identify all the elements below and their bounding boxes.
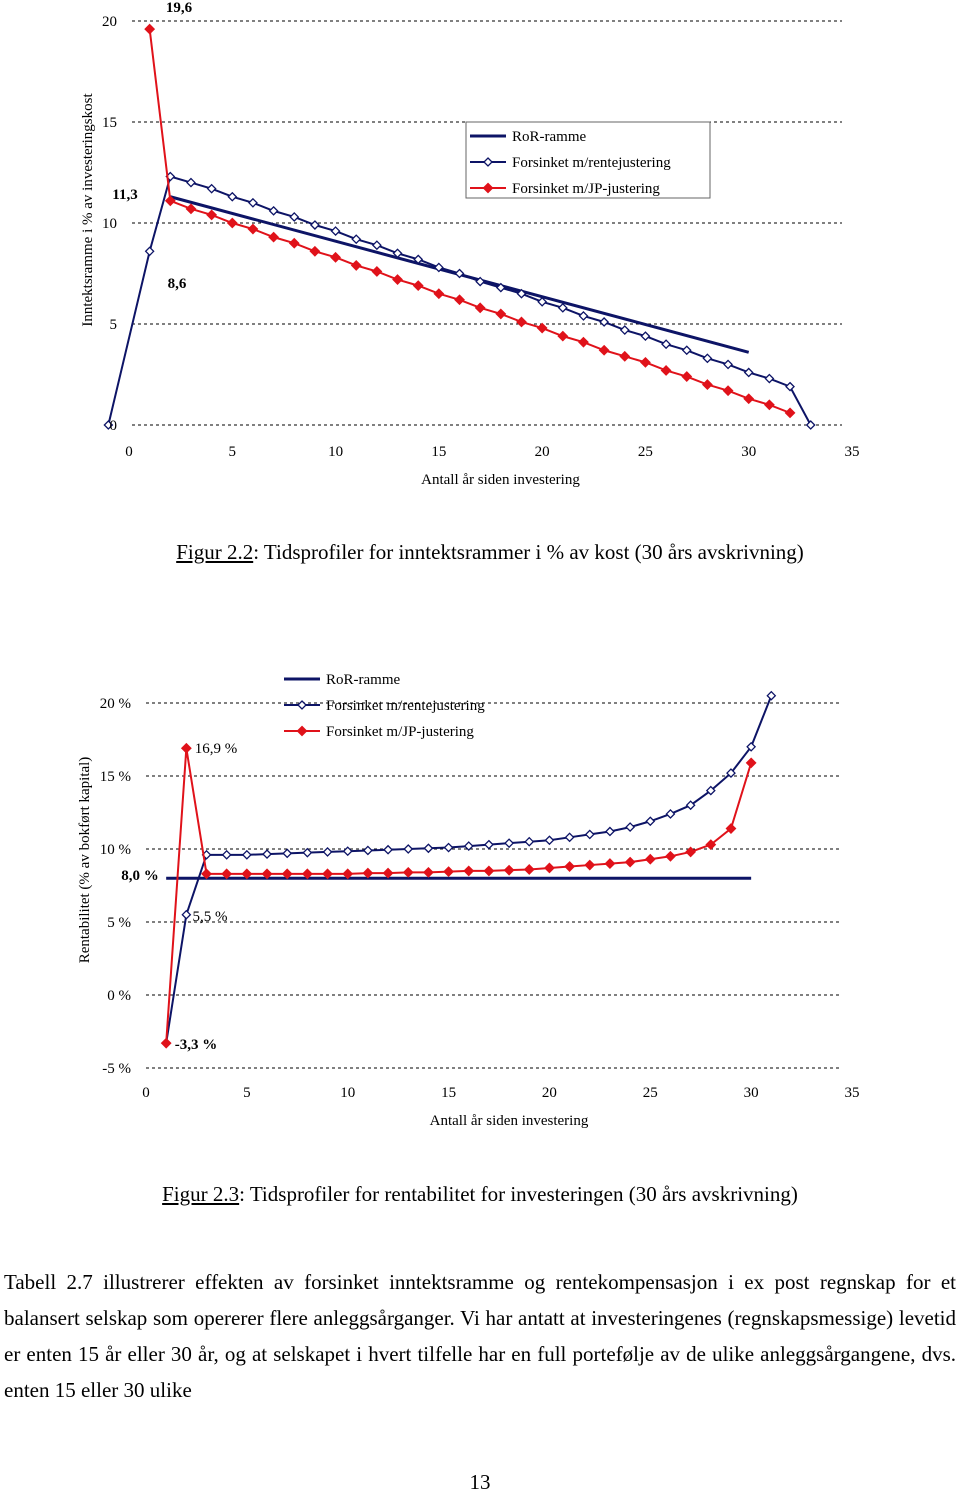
data-label: 16,9 % [194, 741, 238, 757]
data-point-marker [786, 408, 795, 417]
x-tick-label: 0 [125, 444, 133, 460]
data-point-marker [223, 851, 231, 859]
x-tick-label: 10 [340, 1085, 356, 1101]
y-tick-label: 20 [102, 14, 117, 30]
caption-text: : Tidsprofiler for rentabilitet for investeringen (30 års avskrivning) [239, 1182, 798, 1206]
data-point-marker [517, 317, 526, 326]
x-tick-label: 25 [642, 1085, 658, 1101]
data-point-marker [310, 247, 319, 256]
data-point-marker [269, 233, 278, 242]
data-point-marker [538, 324, 547, 333]
data-point-marker [626, 858, 635, 867]
data-point-marker [666, 810, 674, 818]
data-label: 11,3 [112, 187, 138, 203]
tick-and-data-labels [80, 0, 860, 488]
data-point-marker [186, 204, 195, 213]
data-point-marker [605, 859, 614, 868]
data-point-marker [606, 827, 614, 835]
y-tick-label: 10 [102, 216, 117, 232]
data-point-marker [445, 844, 453, 852]
x-tick-label: 15 [431, 444, 447, 460]
data-point-marker [146, 247, 154, 255]
data-point-marker [724, 386, 733, 395]
tick-and-data-labels [77, 696, 860, 1129]
data-point-marker [311, 221, 319, 229]
x-tick-label: 35 [844, 1085, 860, 1101]
data-point-marker [579, 338, 588, 347]
data-point-marker [464, 866, 473, 875]
data-point-marker [621, 326, 629, 334]
y-tick-label: 10 % [99, 842, 131, 858]
series-group [104, 25, 814, 429]
data-point-marker [525, 838, 533, 846]
legend-label: Forsinket m/rentejustering [512, 155, 671, 171]
x-axis-title: Antall år siden investering [429, 1113, 589, 1129]
data-point-marker [290, 213, 298, 221]
data-point-marker [455, 295, 464, 304]
y-tick-label: 15 % [99, 769, 131, 785]
data-label: 19,6 [165, 0, 193, 16]
caption-label: Figur 2.3 [162, 1182, 240, 1206]
data-point-marker [641, 358, 650, 367]
data-label: -3,3 % [174, 1037, 218, 1053]
data-point-marker [363, 869, 372, 878]
figure-caption-2-2 [10, 540, 960, 565]
data-point-marker [724, 360, 732, 368]
data-point-marker [505, 866, 514, 875]
data-point-marker [745, 368, 753, 376]
data-point-marker [404, 845, 412, 853]
data-point-marker [290, 239, 299, 248]
data-point-marker [263, 850, 271, 858]
data-point-marker [620, 352, 629, 361]
data-point-marker [424, 844, 432, 852]
caption-label: Figur 2.2 [176, 540, 254, 564]
data-point-marker [331, 253, 340, 262]
data-point-marker [703, 354, 711, 362]
y-tick-label: 15 [102, 115, 117, 131]
data-point-marker [765, 400, 774, 409]
data-point-marker [579, 312, 587, 320]
data-point-marker [373, 241, 381, 249]
data-point-marker [744, 394, 753, 403]
data-point-marker [228, 219, 237, 228]
data-point-marker [484, 866, 493, 875]
data-point-marker [682, 372, 691, 381]
x-tick-label: 5 [243, 1085, 251, 1101]
legend-label: Forsinket m/rentejustering [326, 698, 485, 714]
x-tick-label: 10 [328, 444, 344, 460]
data-label: 8,6 [167, 276, 187, 292]
chart-income-profile [0, 0, 960, 500]
x-tick-label: 20 [534, 444, 550, 460]
x-tick-label: 30 [741, 444, 757, 460]
data-point-marker [646, 817, 654, 825]
data-point-marker [666, 852, 675, 861]
y-axis-title: Rentabilitet (% av bokført kapital) [77, 756, 93, 964]
data-point-marker [384, 846, 392, 854]
data-point-marker [662, 340, 670, 348]
data-point-marker [807, 421, 815, 429]
legend-label: Forsinket m/JP-justering [326, 724, 474, 740]
data-point-marker [641, 332, 649, 340]
figure-caption-2-3 [0, 1182, 960, 1207]
data-point-marker [545, 863, 554, 872]
data-point-marker [786, 383, 794, 391]
data-point-marker [208, 185, 216, 193]
data-point-marker [243, 851, 251, 859]
data-point-marker [765, 375, 773, 383]
data-point-marker [703, 380, 712, 389]
chart-return-profile [0, 640, 960, 1140]
data-point-marker [332, 227, 340, 235]
data-point-marker [344, 847, 352, 855]
data-point-marker [545, 836, 553, 844]
data-point-marker [505, 839, 513, 847]
data-point-marker [626, 823, 634, 831]
series-line [150, 29, 790, 413]
data-point-marker [566, 833, 574, 841]
data-point-marker [525, 865, 534, 874]
data-point-marker [352, 261, 361, 270]
legend-label: RoR-ramme [512, 129, 587, 145]
data-point-marker [228, 193, 236, 201]
series-line [166, 748, 751, 1043]
x-tick-label: 20 [541, 1085, 557, 1101]
data-point-marker [424, 868, 433, 877]
data-point-marker [476, 303, 485, 312]
y-axis-title: Inntektsramme i % av investeringskost [80, 93, 96, 327]
body-paragraph: Tabell 2.7 illustrerer effekten av forsinket inntektsramme og rentekompensasjon i ex post regnskap for et balansert selskap som opererer flere anleggsårganger. Vi har antatt at investeringenes (regnskapsmessige) levetid er enten 15 år eller 30 år, og at selskapet i hvert tilfelle har en full portefølje av de ulike anleggsårgangene, dvs. enten 15 eller 30 ulike [4, 1270, 956, 1402]
data-point-marker [600, 346, 609, 355]
legend [284, 672, 485, 740]
data-point-marker [414, 281, 423, 290]
y-tick-label: 0 % [107, 988, 131, 1004]
data-point-marker [372, 267, 381, 276]
page-number: 13 [469, 1470, 491, 1494]
data-point-marker [352, 235, 360, 243]
y-tick-label: 5 % [107, 915, 131, 931]
data-point-marker [270, 207, 278, 215]
data-point-marker [565, 862, 574, 871]
data-point-marker [364, 846, 372, 854]
data-point-marker [646, 855, 655, 864]
data-point-marker [444, 867, 453, 876]
data-point-marker [586, 830, 594, 838]
x-tick-label: 25 [637, 444, 653, 460]
x-tick-label: 15 [441, 1085, 457, 1101]
data-point-marker [747, 758, 756, 767]
data-point-marker [248, 225, 257, 234]
y-tick-label: 0 [109, 418, 117, 434]
data-point-marker [303, 849, 311, 857]
legend-label: Forsinket m/JP-justering [512, 181, 660, 197]
data-point-marker [249, 199, 257, 207]
y-tick-label: -5 % [102, 1061, 131, 1077]
y-tick-label: 20 % [99, 696, 131, 712]
data-point-marker [600, 318, 608, 326]
data-point-marker [558, 332, 567, 341]
x-tick-label: 5 [228, 444, 237, 460]
legend-marker [298, 727, 307, 736]
x-tick-label: 35 [844, 444, 860, 460]
series-group [162, 692, 776, 1048]
data-label: 5,5 % [192, 909, 228, 925]
data-point-marker [662, 366, 671, 375]
legend-label: RoR-ramme [326, 672, 401, 688]
data-point-marker [559, 304, 567, 312]
data-point-marker [182, 911, 190, 919]
data-point-marker [182, 744, 191, 753]
data-point-marker [585, 861, 594, 870]
legend-marker [298, 701, 306, 709]
data-label: 8,0 % [121, 868, 159, 884]
x-tick-label: 30 [743, 1085, 759, 1101]
legend [466, 122, 710, 198]
data-point-marker [404, 868, 413, 877]
data-point-marker [187, 179, 195, 187]
data-point-marker [162, 1039, 171, 1048]
caption-text: : Tidsprofiler for inntektsrammer i % av kost (30 års avskrivning) [253, 540, 804, 564]
data-point-marker [207, 210, 216, 219]
data-point-marker [485, 841, 493, 849]
data-point-marker [683, 346, 691, 354]
x-axis-title: Antall år siden investering [421, 472, 580, 488]
data-point-marker [434, 289, 443, 298]
x-tick-label: 0 [142, 1085, 150, 1101]
data-point-marker [384, 869, 393, 878]
data-point-marker [496, 309, 505, 318]
grid-lines [146, 703, 842, 1068]
data-point-marker [145, 25, 154, 34]
data-point-marker [283, 849, 291, 857]
y-tick-label: 5 [109, 317, 117, 333]
data-point-marker [393, 275, 402, 284]
data-point-marker [767, 692, 775, 700]
data-point-marker [324, 848, 332, 856]
